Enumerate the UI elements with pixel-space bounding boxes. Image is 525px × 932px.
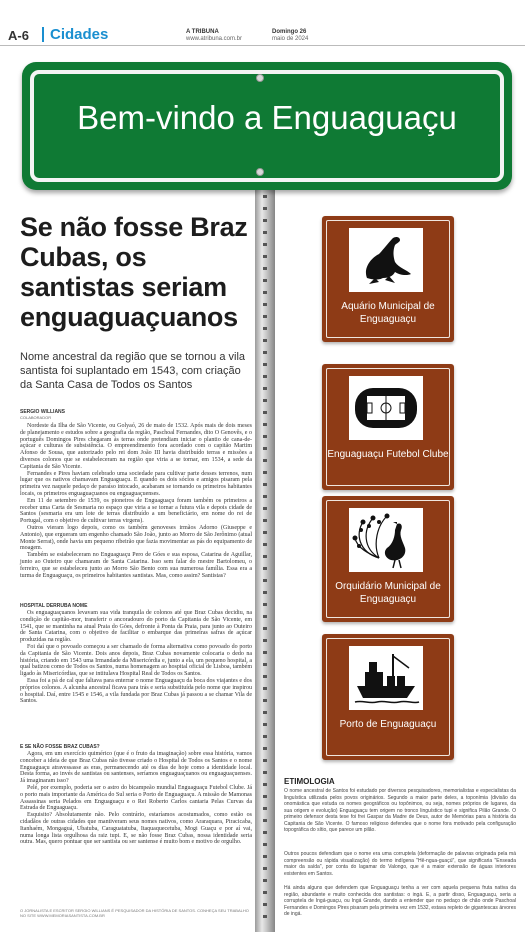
ship-icon — [349, 646, 423, 710]
tourist-sign-label: Aquário Municipal de Enguaguaçu — [341, 301, 435, 325]
road-sign — [22, 62, 512, 190]
etimologia-paragraph: O nome ancestral de Santos foi estudado por diversos pesquisadores, memorialistas e especialistas da linguística utilizada pelos povos originários. Segundo a maior parte deles, a toponímia (divisão da onomástica que estuda os nomes geográficos ou topônimos, ou seja, nomes próprios de lugares, da sua origem e evolução) Enguaguaçu tem origem no tronco linguístico tupi e significa Pilão Grande. O primeiro defensor desta tese foi frei Gaspar da Madre de Deus, autor de Memórias para a história da Capitania de São Vicente. O famoso religioso defendeu que o nome fora motivado pela configuração topográfica do sítio, que parece um pilão. — [284, 788, 516, 833]
tourist-sign-label: Porto de Enguaguaçu — [339, 719, 437, 730]
tourist-sign-football-club — [322, 364, 454, 490]
sign-pole-holes — [263, 195, 267, 927]
tourist-sign-orchid-garden — [322, 496, 454, 622]
page-number: A-6 — [8, 28, 29, 43]
page-header — [0, 0, 525, 44]
article-paragraph: Os enguaguaçuanos levavam sua vida tranquila de colonos até que Braz Cubas decidiu, na condição de capitão-mor, transferir o ancoradouro do porto da Capitania de São Vicente, em 1541, que se mantinha na atual Praia do Góes, defronte à Ponta da Praia, para junto ao Outeiro de Santa Catarina, com o objetivo de facilitar o embarque das primeiras safras de açúcar produzidas na região. — [20, 610, 252, 644]
header-rule — [0, 45, 525, 46]
section-divider — [42, 27, 44, 42]
article-dek: Nome ancestral da região que se tornou a vila santista foi suplantado em 1543, com criação da Santa Casa de Todos os Santos — [20, 351, 246, 391]
tourist-sign-label: Enguaguaçu Futebol Clube — [327, 449, 449, 460]
issue-date — [272, 29, 308, 43]
tourist-sign-aquarium — [322, 216, 454, 342]
article-paragraph: Fernandes e Pires haviam celebrado uma sociedade para cultivar parte desses terrenos, num lugar que os nativos chamavam Enguaguaçu. E quando os dois sócios e amigos pisaram pela primeira vez naquele pedaço de paraíso intocado, acabaram se tornando os primeiros habitantes locais, os primeiros enguaguaçuanos ou enguaguaçuenses. — [20, 470, 252, 497]
article-paragraph: Nordeste da Ilha de São Vicente, ou Golyaó, 26 de maio de 1532. Após mais de dois meses de planejamento e estudos sobre a geografia da região, Paschoal Fernandes, dito O Genovês, e o português Domingos Pires chegaram às terras onde pretendiam iniciar o plantio de cana-de-açúcar e culturas de subsistência. O empreendimento fora acordado com o capitão Martim Afonso de Sousa, que autorizado pelo rei dom João III havia distribuído terras e missões a diversos colonos que se estabeleceram na região que viria a se tornar, em 1534, a sede da Capitania de São Vicente. — [20, 423, 252, 470]
article-paragraph: Esquisito? Absolutamente não. Pelo contrário, estaríamos acostumados, como estão os cidadãos de outras cidades que mantiveram seus nomes nativos, como Araraquara, Piracicaba, Itanhaém, Mongaguá, Ubatuba, Caraguatatuba, Itaquaquecetuba, Mogi Guaçu e por aí vai, numa longa lista orgulhosa da raiz tupi. E, se não fosse Braz Cubas, nossa identidade seria outra. Mas, quero pontuar que ser santista ou ser santense é muito bom e motivo de orgulho. — [20, 812, 252, 846]
author-footnote-text: O JORNALISTA E ESCRITOR SERGIO WILLIANS É PESQUISADOR DA HISTÓRIA DE SANTOS. CONHEÇA SEU TRABALHO NO SITE — [20, 908, 249, 918]
author-footnote-site: WWW.MEMORIASANTISTA.COM.BR — [37, 913, 105, 918]
issue-month-year: maio de 2024 — [272, 36, 309, 42]
article-paragraph: Também se estabeleceram no Enguaguaçu Pero de Góes e sua esposa, Catarina de Aguillar, junto ao Outeiro que chamaram de Santa Catarina. Isso sem falar do mestre Bartolomeu, o ferreiro, que se estabeleceu junto ao Morro São Bento com sua numerosa família. Essa era a turma de Enguaguaçu, os primeiros habitantes santistas. Mas, como assim? Santistas? — [20, 552, 252, 579]
issue-weekday: Domingo 26 — [272, 29, 307, 35]
article-paragraph: Foi daí que o povoado começou a ser chamado de forma alternativa como povoado do porto da Capitania de São Vicente. Dois anos depois, Braz Cubas novamente colocaria o dedo na história, criando em 1543 uma Irmandade da Misericórdia e, junto a ela, um pequeno hospital, a qual batizou como de Todos os Santos, numa homenagem ao hospital oficial de Lisboa, também ligado às Misericórdias, que se intitulava Hospital Real de Todos os Santos. — [20, 643, 252, 678]
publication-website: www.atribuna.com.br — [186, 36, 243, 42]
article-paragraph: Pelé, por exemplo, poderia ser o astro do bicampeão mundial Enguaguaçu Futebol Clube. Já o porto mais importante da América do Sul seria o Porto de Enguaguaçu. A missão de Mamonas Assassinas seria Pelados em Enguaguaçu e o Rei Roberto Carlos cantaria Pelas Curvas da Estrada de Enguaguaçu. — [20, 784, 252, 812]
publication-title: A TRIBUNA — [186, 29, 219, 35]
article-paragraph: Agora, em um exercício quimérico (que é o fruto da imaginação) sobre essa história, vamos conceber a ideia de que Braz Cubas não tivesse criado o Hospital de Todos os Santos e o nome Enguaguaçu atravessasse as eras, permanecendo até os dias de hoje como a identidade local. Desta forma, ao invés de santistas ou santenses, seríamos enguaguaçuanos ou enguaguaçuenses. Já imaginaram isso? — [20, 751, 252, 785]
sign-bolt — [256, 74, 264, 82]
etimologia-paragraph: Outros poucos defendiam que o nome era uma corruptela (deformação de palavras originada pela má compreensão ou rápida visualização) do termo indígena "Hê-ngua-guaçú", que significaria "Enseada maior da saída", por conta do lagamar do Valongo, que é a maior extensão de águas interiores existentes em Santos. — [284, 851, 516, 877]
byline: SERGIO WILLIANS — [20, 409, 65, 415]
tourist-sign-label: Orquidário Municipal de Enguaguaçu — [335, 581, 441, 605]
article-headline: Se não fosse Braz Cubas, os santistas seriam enguaguaçuanos — [20, 212, 248, 332]
sea-lion-icon — [349, 228, 423, 292]
section-name: Cidades — [50, 26, 109, 43]
article-body-part-3 — [20, 751, 252, 846]
article-paragraph: Outros vieram logo depois, como os também genoveses irmãos Adorno (Giuseppe e Antonio), que ergueram um engenho chamado São João, junto ao Morro de São Jerônimo (atual Monte Serrat), onde havia um pequeno ribeirão que fazia movimentar as pás do equipamento de moagem. — [20, 524, 252, 552]
publication-name — [186, 29, 242, 43]
article-paragraph: Em 11 de setembro de 1539, os pioneiros de Enguaguaçu foram também os primeiros a receber uma Carta de Sesmaria no espaço que viria a se tornar a futura vila e depois cidade de Santos (sesmaria era um lote de terras distribuído a um beneficiário, em nome do rei de Portugal, com o objetivo de cultivar terras virgens). — [20, 497, 252, 525]
article-body-part-2 — [20, 610, 252, 705]
etimologia-paragraph: Há ainda alguns que defendem que Enguaguaçu tenha a ver com aquela pequena fruta nativa da região, abundante e muito conhecida dos santistas: o ingá. E, a partir disso, Enguaguaçu, seria a corruptela de Ingá-guaçu, ou Ingá Grande, dando a entender que no pedaço de chão onde Paschoal Fernandes e Domingos Pires pisaram pela primeira vez em 1532, estava repleto de gigantescas árvores de ingá. — [284, 885, 516, 917]
article-subhead: E SE NÃO FOSSE BRAZ CUBAS? — [20, 744, 100, 750]
article-paragraph: Essa foi a pá de cal que faltava para enterrar o nome Enguaguaçu da boca dos viajantes e dos próprios colonos. A alcunha ancestral ficava para trás e seria substituída pelo nome que inspirou o hospital. Daí, entre 1545 e 1546, a vila fundada por Braz Cubas já passou a se chamar Vila de Santos. — [20, 677, 252, 705]
tourist-sign-port — [322, 634, 454, 760]
author-footnote — [20, 908, 252, 918]
article-subhead: HOSPITAL DERRUBA NOME — [20, 603, 88, 609]
article-body-part-1 — [20, 423, 252, 579]
peacock-icon — [349, 508, 423, 572]
stadium-icon — [349, 376, 423, 440]
byline-role: COLABORADOR — [20, 415, 52, 420]
sign-bolt — [256, 168, 264, 176]
etimologia-title: ETIMOLOGIA — [284, 777, 335, 786]
road-sign-text: Bem-vindo a Enguaguaçu — [77, 99, 457, 136]
